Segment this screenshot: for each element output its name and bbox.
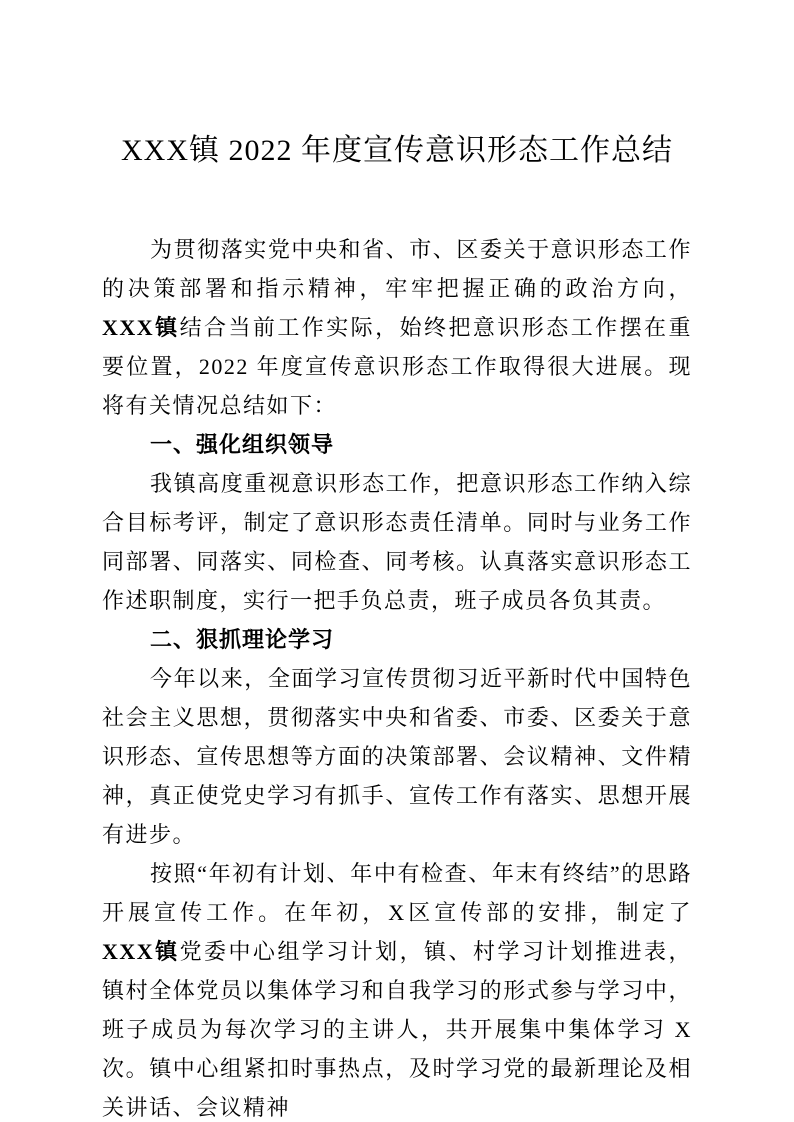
section2-p2-town-name-bold: XXX镇 (102, 939, 180, 964)
section2-paragraph-1: 今年以来，全面学习宣传贯彻习近平新时代中国特色社会主义思想，贯彻落实中央和省委、市委、区委关于意识形态、宣传思想等方面的决策部署、会议精神、文件精神，真正使党史学习有抓手、宣传工作有落实、思想开展有进步。 (102, 666, 692, 847)
section1-paragraph: 我镇高度重视意识形态工作，把意识形态工作纳入综合目标考评，制定了意识形态责任清单。同时与业务工作同部署、同落实、同检查、同考核。认真落实意识形态工作述职制度，实行一把手负总责，班子成员各负其责。 (102, 471, 692, 613)
intro-text-before: 为贯彻落实党中央和省、市、区委关于意识形态工作的决策部署和指示精神，牢牢把握正确的政治方向， (102, 237, 692, 301)
section2-paragraph-2 (102, 854, 692, 1122)
section2-p2-text-after: 党委中心组学习计划，镇、村学习计划推进表，镇村全体党员以集体学习和自我学习的形式参与学习中，班子成员为每次学习的主讲人，共开展集中集体学习 X 次。镇中心组紧扣时事热点，及时学习党的最新理论及相关讲话、会议精神 (102, 939, 692, 1120)
intro-town-name-bold: XXX镇 (102, 315, 180, 340)
section1-heading: 一、强化组织领导 (150, 432, 335, 457)
intro-paragraph (102, 230, 692, 425)
section2-p2-text-before: 按照“年初有计划、年中有检查、年末有终结”的思路开展宣传工作。在年初，X区宣传部的安排，制定了 (102, 861, 692, 925)
section2-heading: 二、狠抓理论学习 (150, 627, 335, 652)
document-title: XXX镇 2022 年度宣传意识形态工作总结 (121, 134, 673, 167)
intro-text-after: 结合当前工作实际，始终把意识形态工作摆在重要位置，2022 年度宣传意识形态工作取得很大进展。现将有关情况总结如下： (102, 315, 692, 418)
